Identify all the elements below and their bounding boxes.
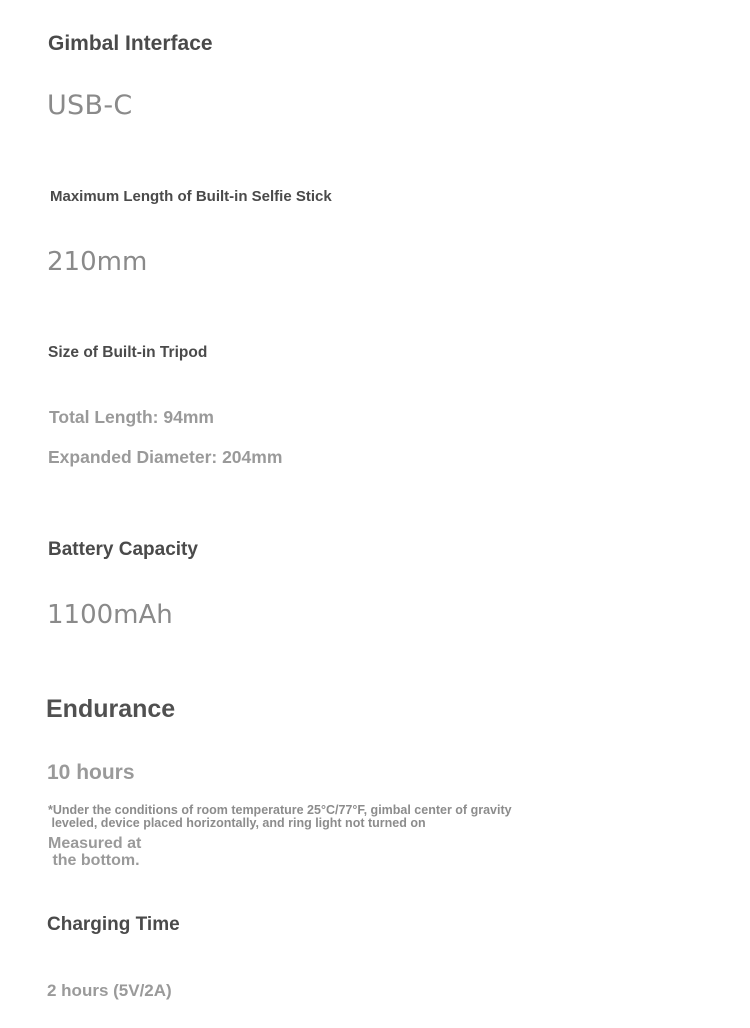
battery-title: Battery Capacity bbox=[48, 539, 198, 560]
selfie-stick-value: 210mm bbox=[47, 247, 148, 277]
charging-time-value: 2 hours (5V/2A) bbox=[47, 981, 172, 1000]
endurance-measured-note: Measured at the bottom. bbox=[48, 835, 142, 869]
gimbal-interface-value: USB-C bbox=[47, 90, 133, 121]
tripod-expanded-diameter: Expanded Diameter: 204mm bbox=[48, 447, 283, 467]
selfie-stick-title: Maximum Length of Built-in Selfie Stick bbox=[50, 188, 332, 205]
gimbal-interface-title: Gimbal Interface bbox=[48, 32, 213, 55]
endurance-footnote: *Under the conditions of room temperature 25°C/77°F, gimbal center of gravity leveled, device placed horizontally, and ring light not turned on bbox=[48, 803, 512, 830]
endurance-value: 10 hours bbox=[47, 761, 135, 784]
battery-value: 1100mAh bbox=[47, 600, 173, 630]
charging-time-title: Charging Time bbox=[47, 914, 180, 935]
tripod-title: Size of Built-in Tripod bbox=[48, 344, 208, 361]
tripod-total-length: Total Length: 94mm bbox=[49, 407, 214, 427]
endurance-title: Endurance bbox=[46, 695, 176, 723]
